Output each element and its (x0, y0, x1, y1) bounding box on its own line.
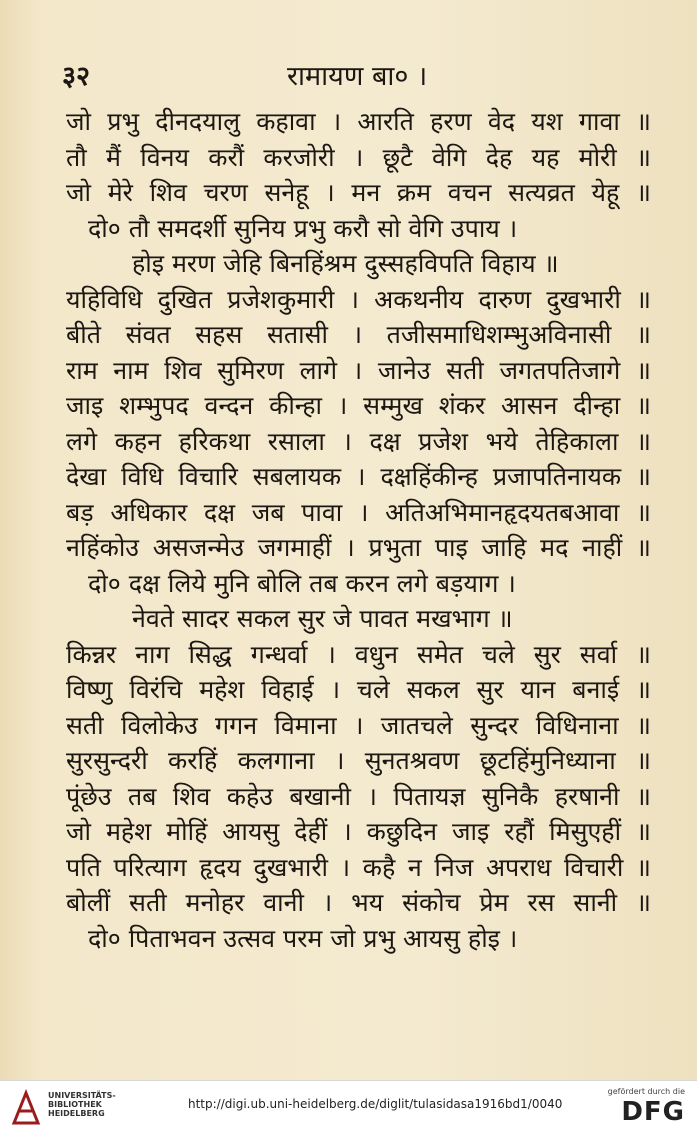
verse-line: बोलीं सती मनोहर वानी । भय संकोच प्रेम रस सानी ॥ (66, 888, 651, 917)
verse-line: देखा विधि विचारि सबलायक । दक्षहिंकीन्ह प्रजापतिनायक ॥ (66, 462, 651, 491)
verse-line: जो मेरे शिव चरण सनेहू । मन क्रम वचन सत्यव्रत येहू ॥ (66, 178, 651, 207)
funding-note: gefördert durch die (607, 1087, 685, 1096)
verse-line: राम नाम शिव सुमिरण लागे । जानेउ सती जगतपतिजागे ॥ (66, 355, 651, 385)
verse-line: यहिविधि दुखित प्रजेशकुमारी । अकथनीय दारुण दुखभारी ॥ (66, 284, 651, 314)
verse-block (0, 104, 697, 956)
verse-line: पति परित्याग हृदय दुखभारी । कहै न निज अपराध विचारी ॥ (66, 852, 651, 882)
running-title: रामायण बा० । (287, 61, 428, 92)
verse-line: विष्णु विरंचि महेश विहाई । चले सकल सुर यान बनाई ॥ (66, 675, 651, 704)
permalink-link[interactable]: http://digi.ub.uni-heidelberg.de/diglit/tulasidasa1916bd1/0040 (188, 1097, 563, 1111)
verse-line: बड़ अधिकार दक्ष जब पावा । अतिअभिमानहृदयतबआवा ॥ (66, 497, 651, 527)
dfg-logo: DFG (621, 1097, 685, 1127)
verse-line: जो महेश मोहिं आयसु देहीं । कछुदिन जाइ रहौं मिसुएहीं ॥ (66, 817, 651, 846)
page-header (62, 56, 657, 96)
verse-line: जाइ शम्भुपद वन्दन कीन्हा । सम्मुख शंकर आसन दीन्हा ॥ (66, 391, 651, 420)
verse-line: तौ मैं विनय करौं करजोरी । छूटै वेगि देह यह मोरी ॥ (66, 142, 651, 172)
verse-line: बीते संवत सहस सतासी । तजीसमाधिशम्भुअविनासी ॥ (66, 320, 651, 349)
verse-line: लगे कहन हरिकथा रसाला । दक्ष प्रजेश भये तेहिकाला ॥ (66, 426, 651, 456)
verse-line: जो प्रभु दीनदयालु कहावा । आरति हरण वेद यश गावा ॥ (66, 107, 651, 136)
page-number: ३२ (62, 61, 91, 92)
verse-line: किन्नर नाग सिद्ध गन्धर्वा । वधुन समेत चले सुर सर्वा ॥ (66, 639, 651, 669)
doha-line: दो० पिताभवन उत्सव परम जो प्रभु आयसु होइ । (88, 923, 518, 953)
doha-line: दो० दक्ष लिये मुनि बोलि तब करन लगे बड़याग । (88, 568, 516, 598)
verse-line: पूंछेउ तब शिव कहेउ बखानी । पितायज्ञ सुनिकै हरषानी ॥ (66, 781, 651, 811)
viewer-footer (0, 1080, 697, 1133)
verse-line: नहिंकोउ असजन्मेउ जगमाहीं । प्रभुता पाइ जाहि मद नाहीं ॥ (66, 533, 651, 562)
university-seal-icon (10, 1089, 42, 1125)
doha-line: होइ मरण जेहि बिनहिंश्रम दुस्सहविपति विहाय ॥ (132, 249, 559, 278)
library-name: UNIVERSITÄTS- BIBLIOTHEK HEIDELBERG (48, 1091, 116, 1118)
verse-line: सुरसुन्दरी करहिं कलगाना । सुनतश्रवण छूटहिंमुनिध्याना ॥ (66, 746, 651, 775)
verse-line: सती विलोकेउ गगन विमाना । जातचले सुन्दर विधिनाना ॥ (66, 710, 651, 740)
doha-line: नेवते सादर सकल सुर जे पावत मखभाग ॥ (132, 604, 513, 633)
doha-line: दो० तौ समदर्शी सुनिय प्रभु करौ सो वेगि उपाय । (88, 213, 518, 243)
